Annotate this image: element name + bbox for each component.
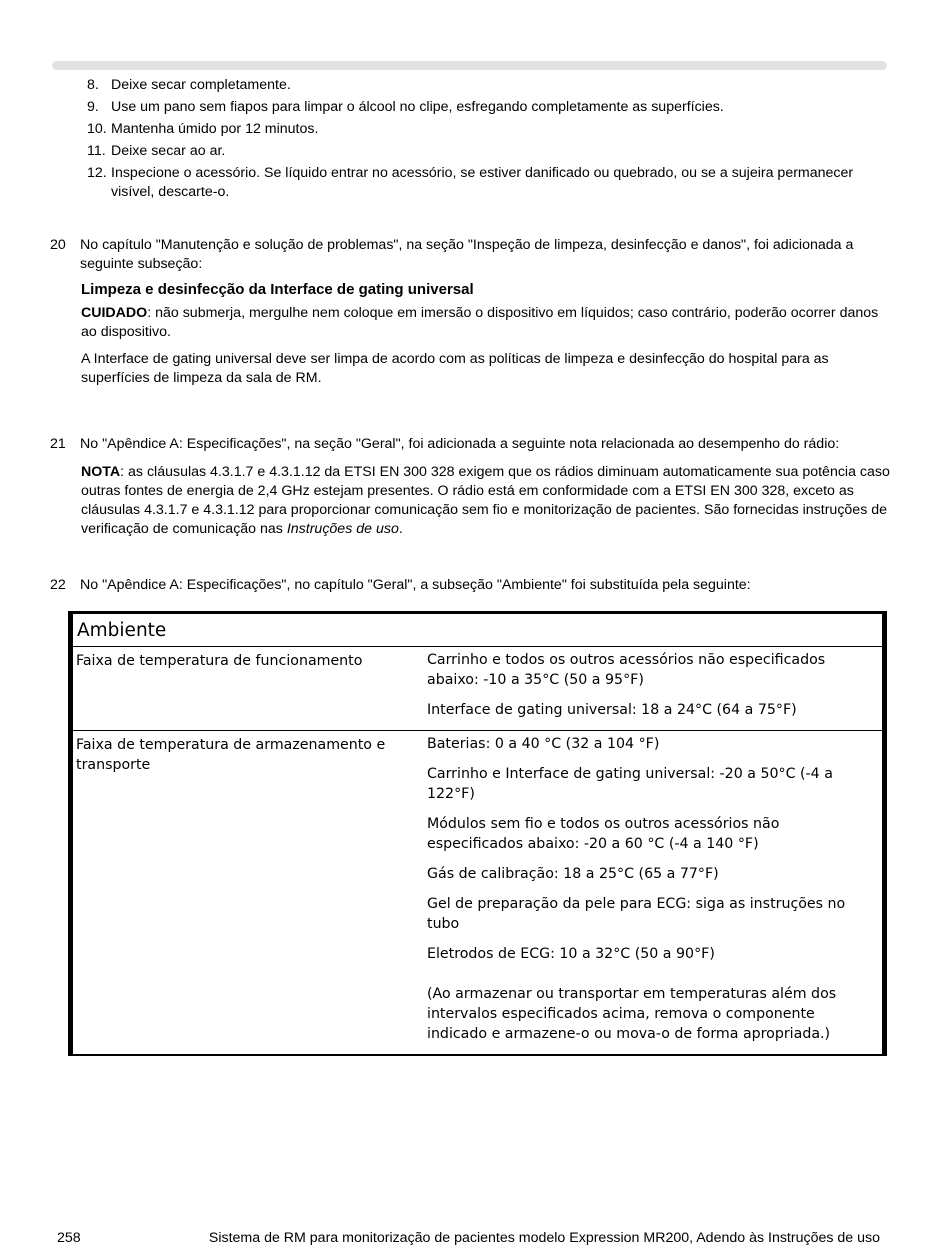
operating-temp-values xyxy=(419,647,885,731)
caution-paragraph xyxy=(81,304,895,342)
spec-item: Gel de preparação da pele para ECG: siga as instruções no tubo xyxy=(427,896,846,932)
step-number: 8. xyxy=(87,77,99,93)
step-number: 10. xyxy=(87,121,107,137)
subsection-title: Limpeza e desinfecção da Interface de gating universal xyxy=(81,281,474,298)
section-number: 21 xyxy=(50,436,66,452)
section-21 xyxy=(50,435,895,547)
cleaning-paragraph: A Interface de gating universal deve ser limpa de acordo com as políticas de limpeza e desinfecção do hospital para as superfícies de limpeza da sala de RM. xyxy=(81,351,829,386)
step-text: Use um pano sem fiapos para limpar o álcool no clipe, esfregando completamente as superfícies. xyxy=(111,99,724,115)
section-number: 22 xyxy=(50,577,66,593)
step-number: 12. xyxy=(87,165,107,181)
table-row xyxy=(71,647,885,731)
step-text: Deixe secar completamente. xyxy=(111,77,291,93)
step-text: Deixe secar ao ar. xyxy=(111,143,226,159)
spec-item: Baterias: 0 a 40 °C (32 a 104 °F) xyxy=(427,736,660,752)
storage-temp-values xyxy=(419,731,885,1056)
note-italic-reference: Instruções de uso xyxy=(286,521,399,537)
list-item xyxy=(87,76,867,95)
spec-item: Módulos sem fio e todos os outros acessórios não especificados abaixo: -20 a 60 °C (-4 a 140 °F) xyxy=(427,816,780,852)
caution-text: : não submerja, mergulhe nem coloque em imersão o dispositivo em líquidos; caso contrário, poderão ocorrer danos ao dispositivo. xyxy=(81,305,879,340)
note-end: . xyxy=(398,521,403,537)
step-text: Mantenha úmido por 12 minutos. xyxy=(111,121,319,137)
storage-temp-label: Faixa de temperatura de armazenamento e transporte xyxy=(71,731,420,1056)
list-item xyxy=(87,164,867,202)
spec-item: Gás de calibração: 18 a 25°C (65 a 77°F) xyxy=(427,866,719,882)
section-text: No "Apêndice A: Especificações", na seção "Geral", foi adicionada a seguinte nota relacionada ao desempenho do rádio: xyxy=(80,436,840,452)
spec-item: Carrinho e todos os outros acessórios não especificados abaixo: -10 a 35°C (50 a 95°F) xyxy=(427,652,826,688)
section-number: 20 xyxy=(50,237,66,253)
section-text: No "Apêndice A: Especificações", no capítulo "Geral", a subseção "Ambiente" foi substituída pela seguinte: xyxy=(80,577,751,593)
spec-item: Interface de gating universal: 18 a 24°C (64 a 75°F) xyxy=(427,702,797,718)
environment-table xyxy=(68,611,887,1056)
note-label: NOTA xyxy=(81,464,121,480)
spec-item: (Ao armazenar ou transportar em temperaturas além dos intervalos especificados acima, remova o componente indicado e armazene-o ou mova-o de forma apropriada.) xyxy=(427,986,837,1042)
table-row xyxy=(71,731,885,1056)
spec-item: Carrinho e Interface de gating universal: -20 a 50°C (-4 a 122°F) xyxy=(427,766,833,802)
list-item xyxy=(87,98,867,117)
top-rule xyxy=(52,61,887,70)
section-22 xyxy=(50,576,895,595)
table-title-row xyxy=(71,613,885,647)
footer-text: Sistema de RM para monitorização de pacientes modelo Expression MR200, Adendo às Instruções de uso xyxy=(208,1230,880,1246)
list-item xyxy=(87,120,867,139)
continued-steps-list xyxy=(87,76,867,205)
note-paragraph xyxy=(81,463,895,539)
spec-item: Eletrodos de ECG: 10 a 32°C (50 a 90°F) xyxy=(427,946,715,962)
operating-temp-label: Faixa de temperatura de funcionamento xyxy=(71,647,420,731)
step-number: 11. xyxy=(87,143,106,159)
section-text: No capítulo "Manutenção e solução de problemas", na seção "Inspeção de limpeza, desinfecção e danos", foi adicionada a seguinte subseção: xyxy=(80,237,854,272)
note-text: : as cláusulas 4.3.1.7 e 4.3.1.12 da ETSI EN 300 328 exigem que os rádios diminuam automaticamente sua potência caso outras fontes de energia de 2,4 GHz estejam presentes. O rádio está em conformidade com a ETSI EN 300 328, exceto as cláusulas 4.3.1.7 e 4.3.1.12 para proporcionar comunicação sem fio e monitorização de pacientes. São fornecidas instruções de verificação de comunicação nas xyxy=(81,464,890,537)
list-item xyxy=(87,142,867,161)
table-title: Ambiente xyxy=(71,613,885,647)
caution-label: CUIDADO xyxy=(81,305,148,321)
section-20 xyxy=(50,236,895,396)
step-text: Inspecione o acessório. Se líquido entrar no acessório, se estiver danificado ou quebrado, ou se a sujeira permanecer visível, descarte-o. xyxy=(111,165,854,200)
page-number: 258 xyxy=(57,1230,81,1246)
step-number: 9. xyxy=(87,99,99,115)
